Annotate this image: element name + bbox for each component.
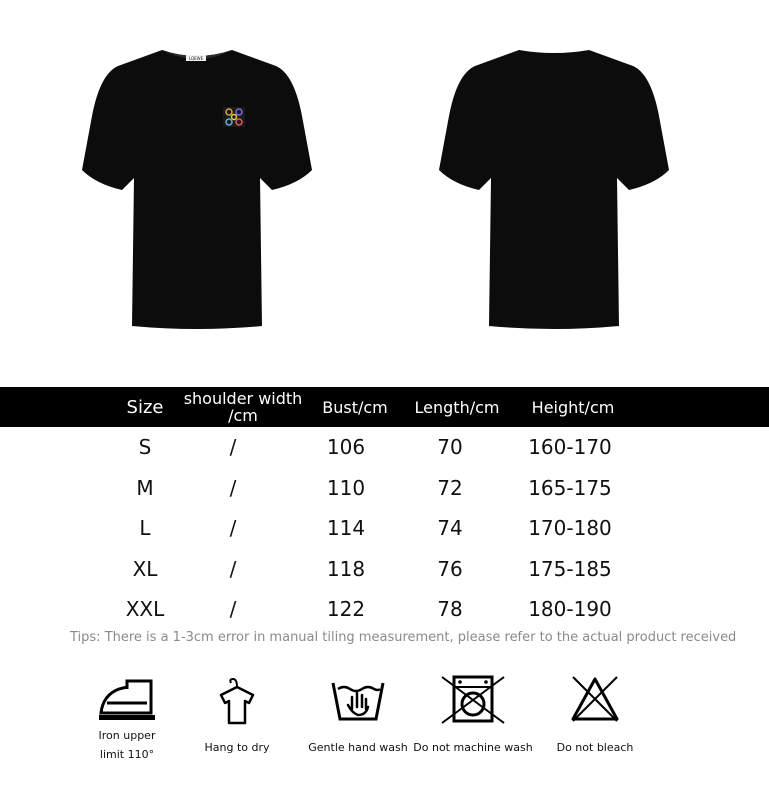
cell-bust: 106 xyxy=(326,435,366,459)
hand-wash-icon xyxy=(298,672,418,728)
cell-size: L xyxy=(139,516,151,540)
care-machine-label: Do not machine wash xyxy=(413,741,533,754)
no-bleach-icon xyxy=(535,672,655,728)
cell-bust: 118 xyxy=(326,556,366,581)
cell-length: 70 xyxy=(437,435,463,459)
iron-icon xyxy=(67,670,187,726)
care-hand xyxy=(298,672,418,757)
cell-length: 78 xyxy=(437,597,463,621)
cell-height: 175-185 xyxy=(528,556,612,581)
hanger-shirt-icon xyxy=(177,672,297,728)
header-length: Length/cm xyxy=(414,397,500,417)
care-machine xyxy=(413,672,533,757)
table-row xyxy=(0,549,769,590)
header-shoulder-width xyxy=(180,387,306,427)
cell-length: 72 xyxy=(437,475,463,500)
cell-bust: 122 xyxy=(326,597,366,621)
header-height: Height/cm xyxy=(531,397,615,417)
care-iron-label xyxy=(67,726,187,764)
cell-length: 76 xyxy=(437,556,463,581)
table-row xyxy=(0,468,769,509)
table-row xyxy=(0,508,769,549)
size-chart-header xyxy=(0,387,769,427)
cell-length: 74 xyxy=(437,516,463,540)
header-shoulder-line2: /cm xyxy=(228,406,258,425)
cell-size: S xyxy=(138,435,152,459)
cell-height: 170-180 xyxy=(528,516,612,540)
no-machine-wash-icon xyxy=(413,672,533,728)
cell-bust: 110 xyxy=(326,475,366,500)
header-bust: Bust/cm xyxy=(322,397,388,417)
care-hand-label: Gentle hand wash xyxy=(308,741,408,754)
header-size: Size xyxy=(126,396,164,418)
cell-size: XXL xyxy=(125,597,165,621)
tshirt-front-image xyxy=(80,46,314,330)
cell-shoulder: / xyxy=(229,516,237,540)
cell-shoulder: / xyxy=(229,556,237,581)
care-hang-label: Hang to dry xyxy=(204,741,270,754)
tshirt-back-image xyxy=(437,46,671,330)
care-bleach-label: Do not bleach xyxy=(556,741,634,754)
table-row xyxy=(0,589,769,630)
cell-size: M xyxy=(136,475,154,500)
care-iron-label-line2: limit 110° xyxy=(99,748,155,761)
care-iron-label-line1: Iron upper xyxy=(98,729,156,742)
cell-height: 165-175 xyxy=(528,475,612,500)
cell-height: 180-190 xyxy=(528,597,612,621)
care-bleach xyxy=(535,672,655,757)
measurement-tips: Tips: There is a 1-3cm error in manual tiling measurement, please refer to the actual product received xyxy=(70,630,737,645)
cell-shoulder: / xyxy=(229,435,237,459)
size-chart-table xyxy=(0,387,769,630)
care-hang xyxy=(177,672,297,757)
svg-text:LOEWE: LOEWE xyxy=(188,56,204,61)
cell-height: 160-170 xyxy=(528,435,612,459)
cell-bust: 114 xyxy=(326,516,366,540)
cell-shoulder: / xyxy=(229,597,237,621)
cell-shoulder: / xyxy=(229,475,237,500)
header-shoulder-line1: shoulder width xyxy=(183,389,303,408)
table-row xyxy=(0,427,769,468)
embroidered-logo xyxy=(223,107,245,127)
cell-size: XL xyxy=(132,556,158,581)
product-images xyxy=(0,0,769,380)
care-iron xyxy=(67,670,187,764)
